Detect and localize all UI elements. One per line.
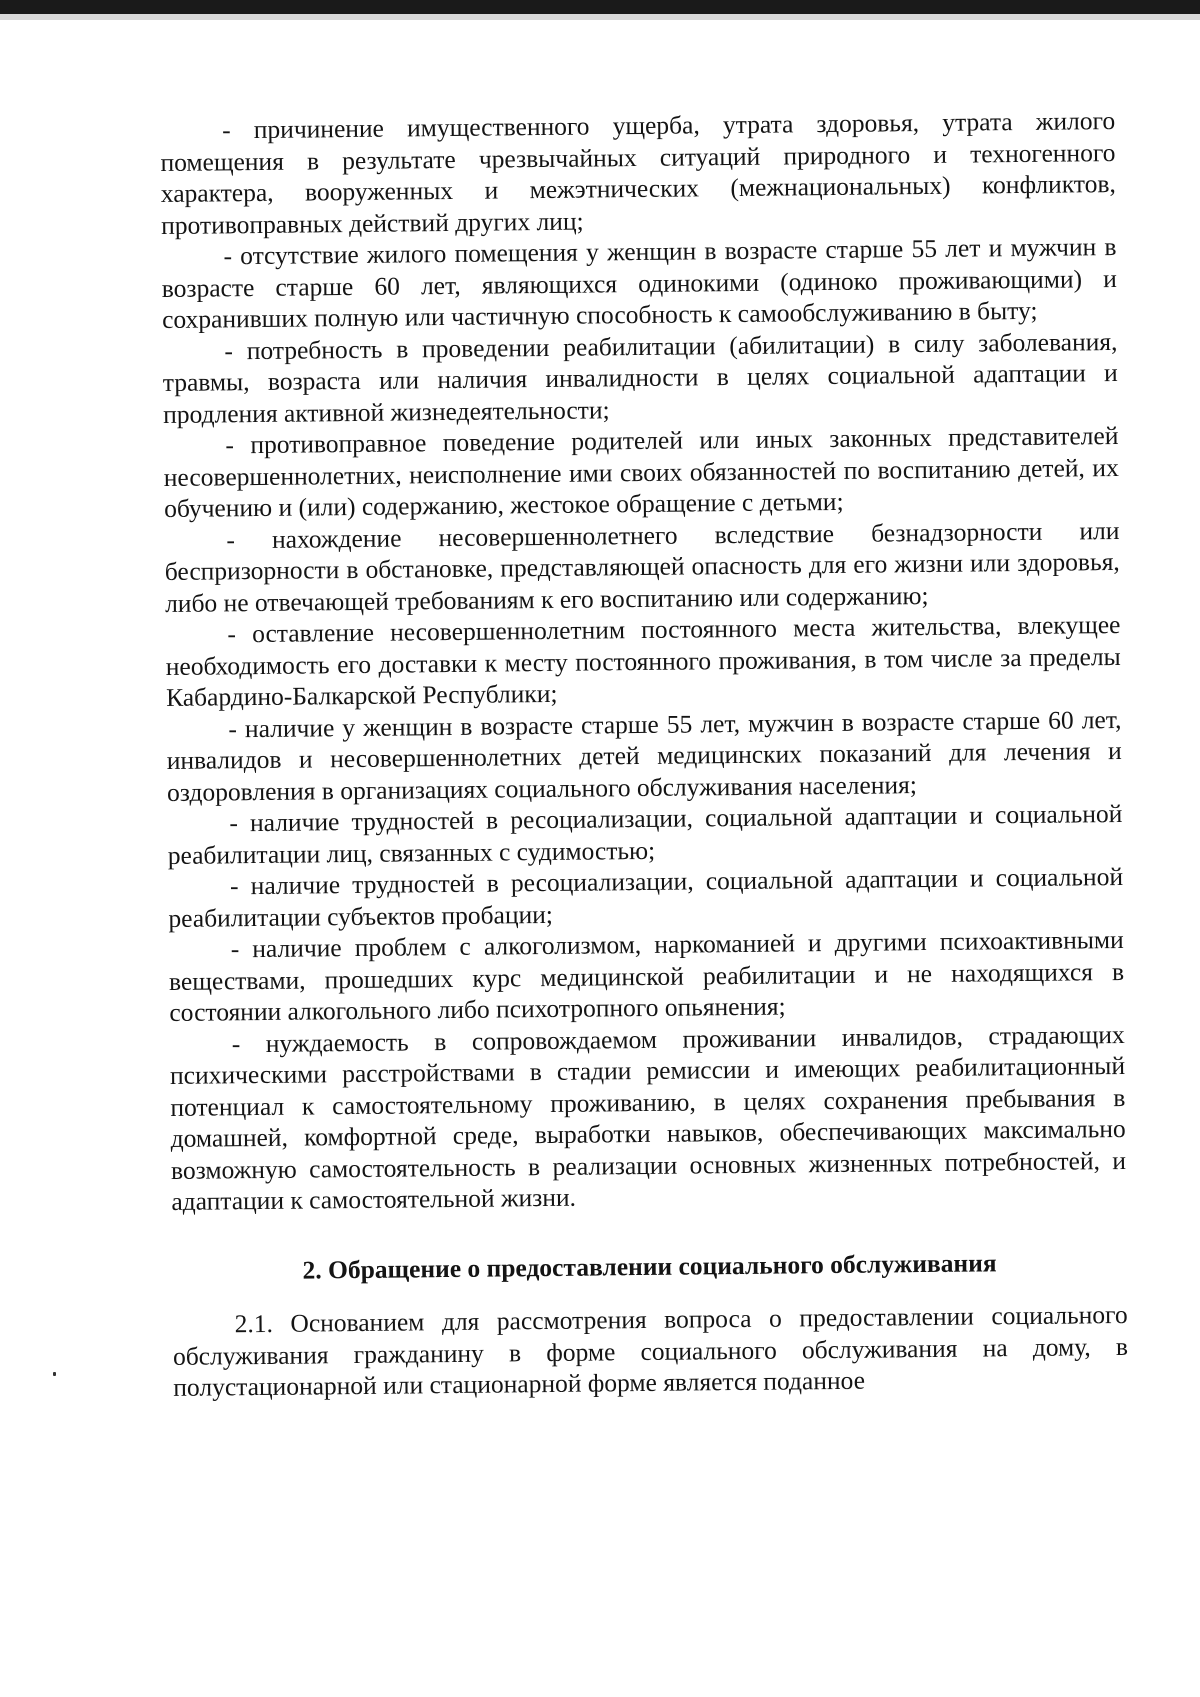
- scan-speck: [53, 1372, 56, 1376]
- scan-top-edge: [0, 0, 1200, 14]
- list-item: - противоправное поведение родителей или иных законных представителей несовершеннолетних, неисполнение ими своих обязанностей по воспитанию детей, их обучению и (или) содержанию, жестокое обращение с детьми;: [163, 420, 1119, 523]
- list-item: - наличие трудностей в ресоциализации, социальной адаптации и социальной реабилитации лиц, связанных с судимостью;: [167, 798, 1123, 870]
- list-item: - нахождение несовершеннолетнего вследствие безнадзорности или беспризорности в обстановке, представляющей опасность для его жизни или здоровья, либо не отвечающей требованиям к его воспитанию или содержанию;: [164, 515, 1120, 618]
- list-item: - причинение имущественного ущерба, утрата здоровья, утрата жилого помещения в результате чрезвычайных ситуаций природного и техногенного характера, вооруженных и межэтнических (межнациональных) конфликтов, противоправных действий других лиц;: [160, 105, 1116, 240]
- list-item: - отсутствие жилого помещения у женщин в возрасте старше 55 лет и мужчин в возрасте старше 60 лет, являющихся одинокими (одиноко проживающими) и сохранивших полную или частичную способность к самообслуживанию в быту;: [161, 231, 1117, 334]
- section-heading: 2. Обращение о предоставлении социального обслуживания: [302, 1247, 997, 1285]
- list-item: - наличие трудностей в ресоциализации, социальной адаптации и социальной реабилитации субъектов пробации;: [168, 861, 1124, 933]
- list-item: - наличие проблем с алкоголизмом, наркоманией и другими психоактивными веществами, прошедших курс медицинской реабилитации и не находящихся в состоянии алкогольного либо психотропного опьянения;: [168, 924, 1125, 1027]
- scan-edge-shadow: [0, 14, 1200, 20]
- criteria-list: [160, 105, 1126, 1217]
- section-paragraph: 2.1. Основанием для рассмотрения вопроса о предоставлении социального обслуживания гражданину в форме социального обслуживания на дому, в полустационарной или стационарной форме является поданное: [172, 1299, 1129, 1402]
- list-item: - нуждаемость в сопровождаемом проживании инвалидов, страдающих психическими расстройствами в стадии ремиссии и имеющих реабилитационный потенциал к самостоятельному проживанию, в целях сохранения пребывания в домашней, комфортной среде, выработки навыков, обеспечивающих максимально возможную самостоятельность в реализации основных жизненных потребностей, и адаптации к самостоятельной жизни.: [169, 1019, 1127, 1216]
- document-page: [160, 105, 1128, 1403]
- list-item: - потребность в проведении реабилитации (абилитации) в силу заболевания, травмы, возраста или наличия инвалидности в целях социальной адаптации и продления активной жизнедеятельности;: [162, 326, 1118, 429]
- list-item: - наличие у женщин в возрасте старше 55 лет, мужчин в возрасте старше 60 лет, инвалидов и несовершеннолетних детей медицинских показаний для лечения и оздоровления в организациях социального обслуживания населения;: [166, 704, 1122, 807]
- list-item: - оставление несовершеннолетним постоянного места жительства, влекущее необходимость его доставки к месту постоянного проживания, в том числе за пределы Кабардино-Балкарской Республики;: [165, 609, 1121, 712]
